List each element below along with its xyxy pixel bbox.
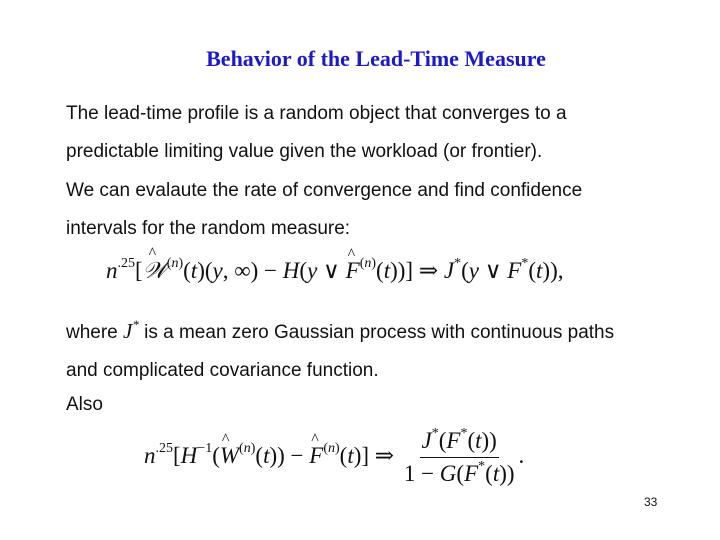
paragraph-line: predictable limiting value given the workload (or frontier). (66, 141, 543, 162)
fraction (402, 428, 517, 487)
equation-limit-theorem: $n^{.25}[\^{}$ 𝒲$^{(n)}$(t)(y, ∞) − H(y ∨ ^ $F^{(n)}(t)$)] ⇒ J*(y ∨ F*(t)), (106, 258, 564, 284)
paragraph-rate (66, 172, 686, 248)
paragraph-line: We can evalaute the rate of convergence and find confidence (66, 180, 583, 201)
paragraph-also (66, 386, 686, 424)
text-fragment: is a mean zero Gaussian process with continuous paths (138, 322, 615, 343)
paragraph-line: Also (66, 394, 103, 415)
paragraph-gaussian (66, 312, 686, 390)
paragraph-line: and complicated covariance function. (66, 360, 379, 381)
math-symbol-jstar: J* (123, 317, 139, 343)
paragraph-convergence (66, 95, 686, 171)
slide-title: Behavior of the Lead-Time Measure (206, 46, 546, 71)
page-number: 33 (644, 495, 658, 509)
paragraph-line: intervals for the random measure: (66, 218, 351, 239)
fraction-numerator: J*(F*(t)) (420, 428, 499, 458)
paragraph-line (66, 312, 686, 352)
equation-inverse-limit: $n^{.25}[H^{-1}(\^{}$ $W^{(n)}(t)$) − ^ $F^{(n)}(t)$] ⇒ $\frac{J^*(F^*(t))}{1 - G(F^*(t))}$ . (144, 428, 524, 487)
paragraph-line: The lead-time profile is a random object that converges to a (66, 103, 567, 124)
text-fragment: where (66, 322, 124, 343)
fraction-denominator: 1 − G(F*(t)) (403, 459, 515, 486)
